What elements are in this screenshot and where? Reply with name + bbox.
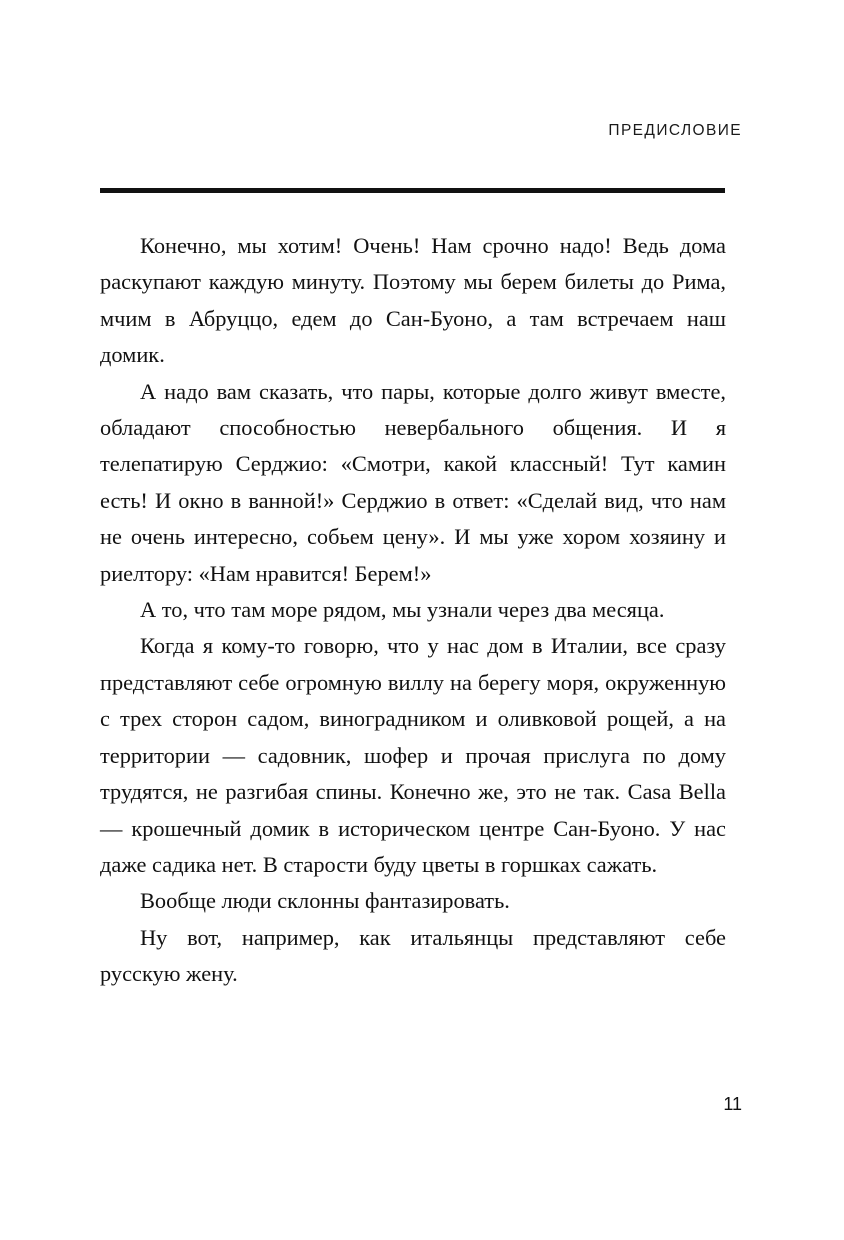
paragraph: Когда я кому-то говорю, что у нас дом в Италии, все сразу представляют себе огромную виллу на берегу моря, окруженную с трех сторон садом, виноградником и оливковой рощей, а на территории — садовник, шофер и прочая прислуга по дому трудятся, не разгибая спины. Конечно же, это не так. Casa Bella — крошечный домик в историческом центре Сан-Буоно. У нас даже садика нет. В старости буду цветы в горшках сажать. [100,633,726,877]
paragraph: Конечно, мы хотим! Очень! Нам срочно надо! Ведь дома раскупают каждую минуту. Поэтому мы берем билеты до Рима, мчим в Абруццо, едем до Сан-Буоно, а там встречаем наш домик. [100,233,726,368]
paragraph: А то, что там море рядом, мы узнали через два месяца. [140,597,665,623]
paragraph: Ну вот, например, как итальянцы представляют себе русскую жену. [100,924,726,987]
paragraph: А надо вам сказать, что пары, которые долго живут вместе, обладают способностью невербального общения. И я телепатирую Серджио: «Смотри, какой классный! Тут камин есть! И окно в ванной!» Серджио в ответ: «Сделай вид, что нам не очень интересно, собьем цену». И мы уже хором хозяину и риелтору: «Нам нравится! Берем!» [100,378,726,586]
body-text [100,228,726,993]
header-rule [100,188,725,193]
paragraph: Вообще люди склонны фантазировать. [140,888,510,914]
running-head: ПРЕДИСЛОВИЕ [608,122,742,139]
page-number: 11 [723,1094,742,1114]
